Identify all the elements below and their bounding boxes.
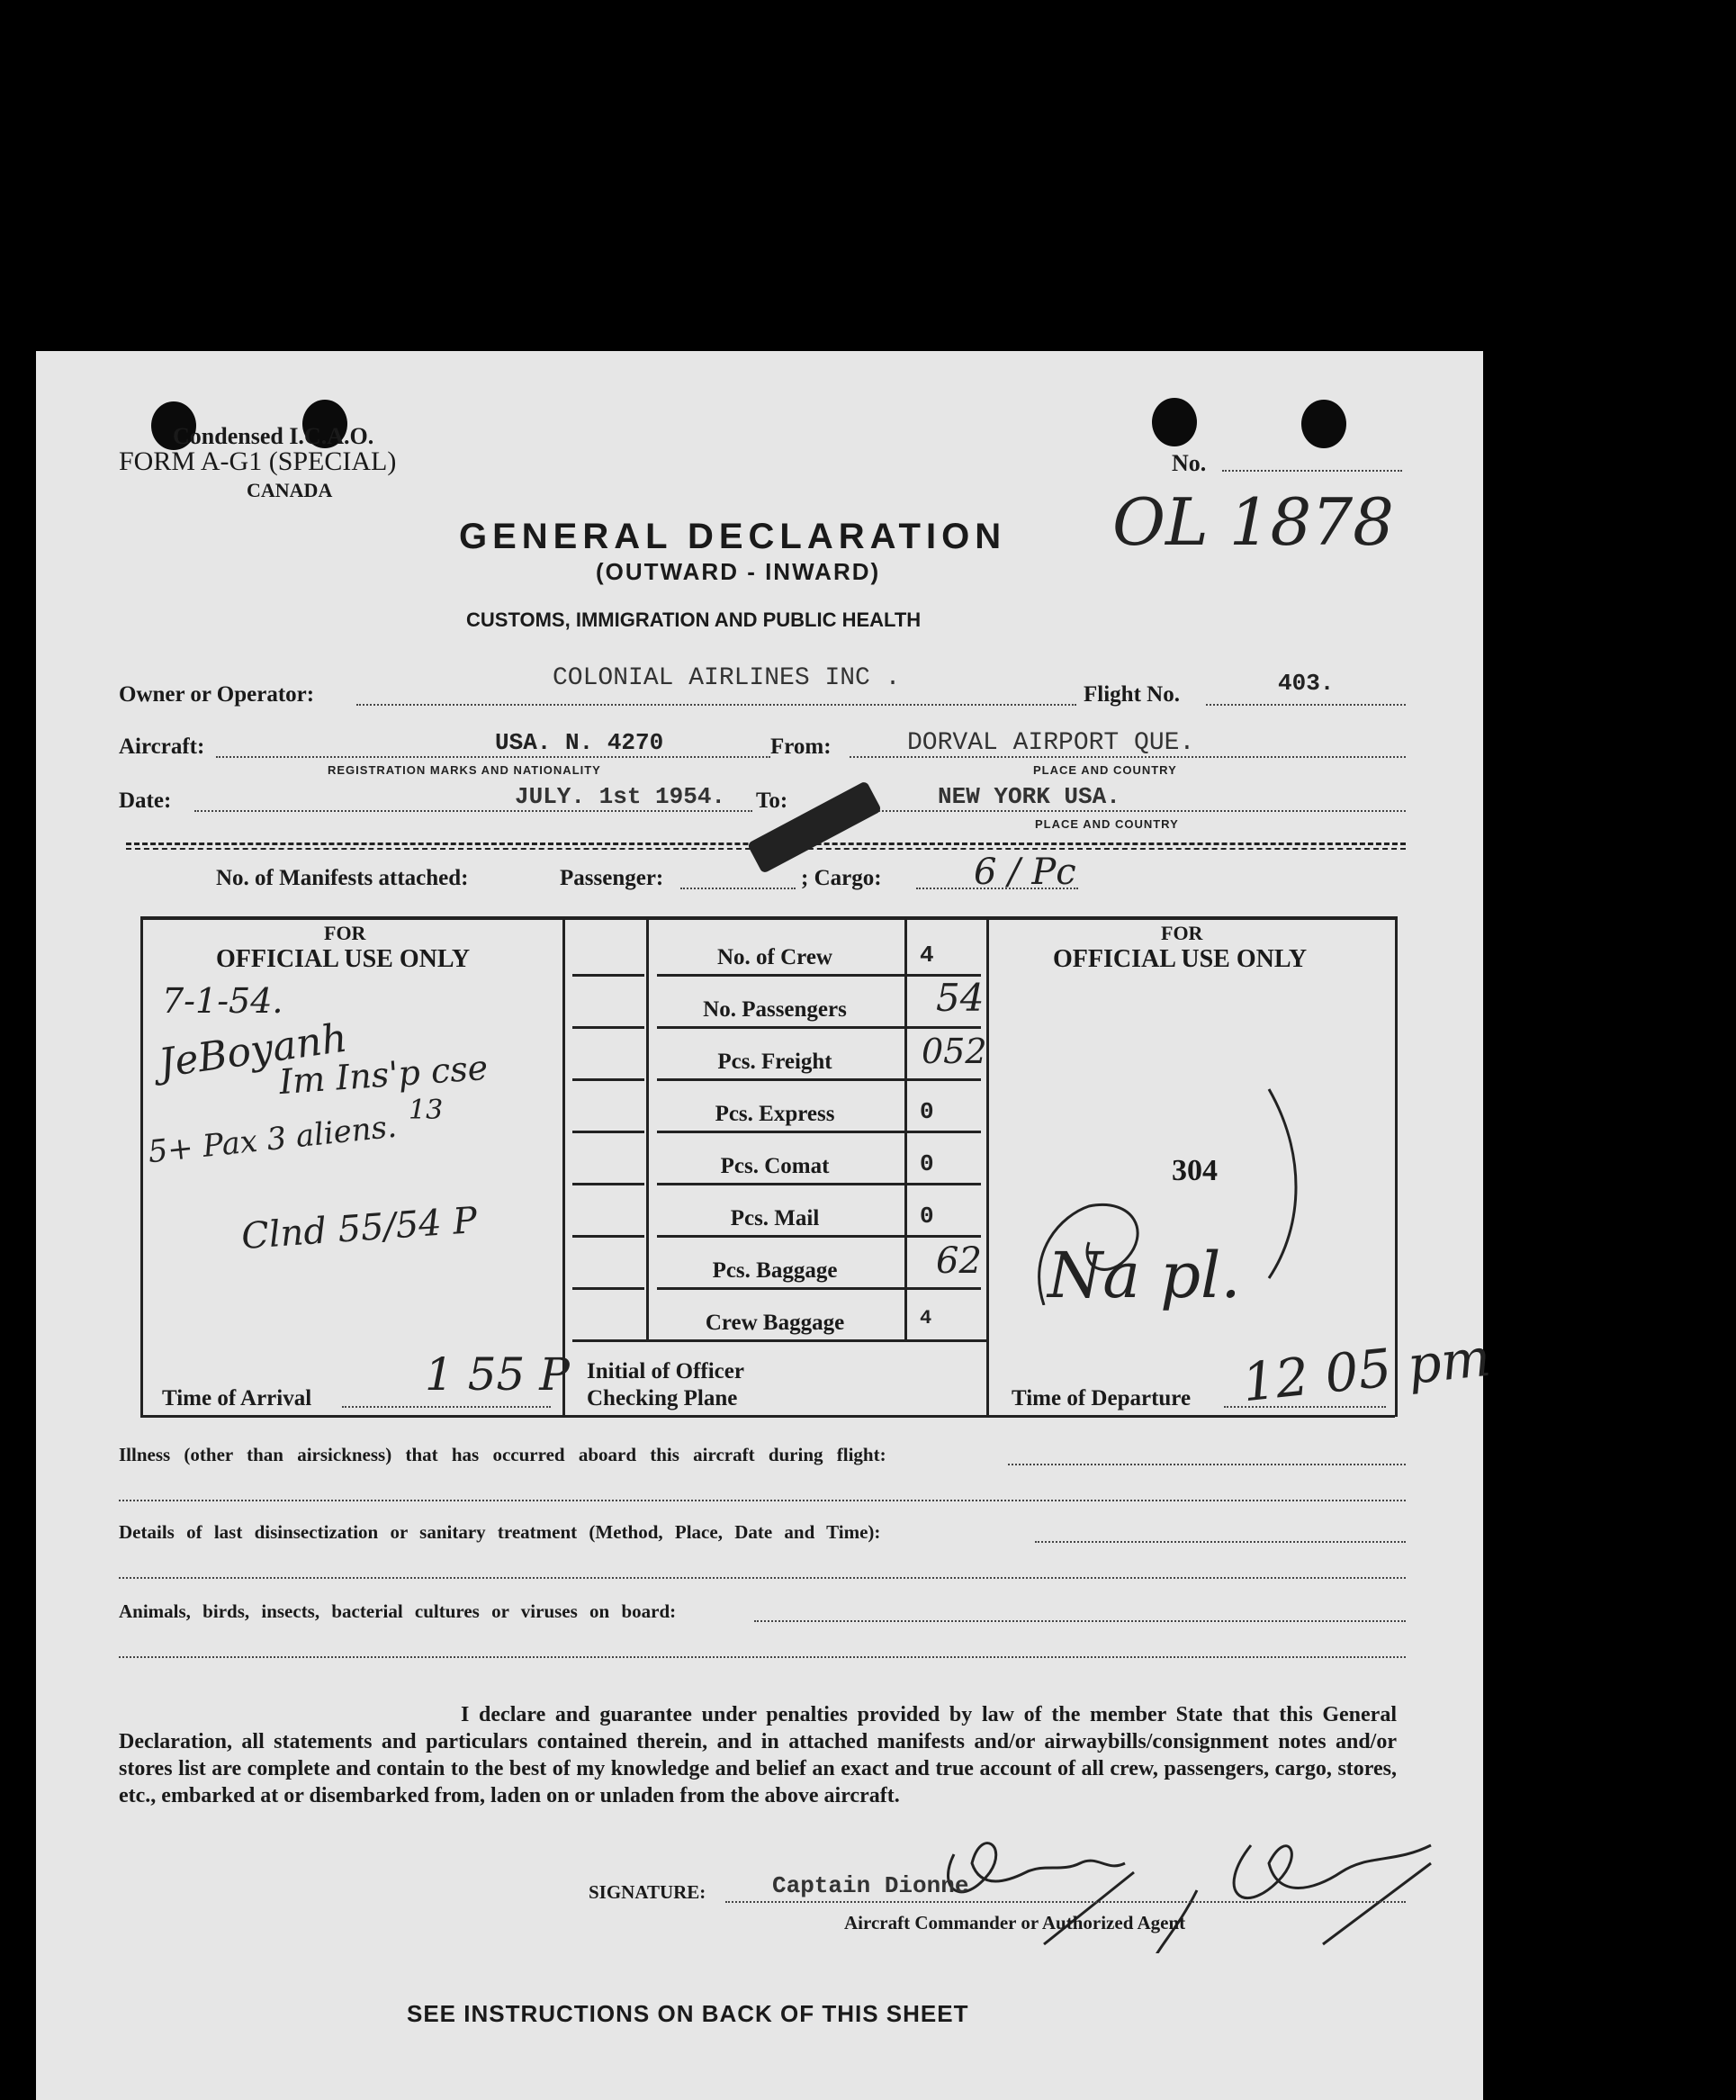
row-baggage-label: Pcs. Baggage <box>712 1258 838 1283</box>
page-title: GENERAL DECLARATION <box>459 517 1007 556</box>
initial-slot <box>572 974 644 977</box>
initial-officer-label: Initial of Officer <box>587 1359 744 1383</box>
table-divider <box>986 916 989 1417</box>
row-baggage-value: 62 <box>936 1240 982 1282</box>
table-divider <box>904 916 907 1339</box>
illness-question: Illness (other than airsickness) that has occurred aboard this aircraft during flight: <box>119 1444 886 1465</box>
footer-instructions: SEE INSTRUCTIONS ON BACK OF THIS SHEET <box>407 2000 969 2027</box>
separator-line <box>126 848 1406 850</box>
flight-label: Flight No. <box>1084 682 1180 707</box>
from-value: DORVAL AIRPORT QUE. <box>907 729 1195 757</box>
aircraft-value: USA. N. 4270 <box>495 729 664 756</box>
signature-caption: Aircraft Commander or Authorized Agent <box>844 1912 1186 1933</box>
illness-line-2 <box>119 1500 1406 1501</box>
table-row-line <box>657 1235 981 1238</box>
initial-slot <box>572 1078 644 1081</box>
aircraft-line <box>216 756 770 758</box>
aircraft-caption: REGISTRATION MARKS AND NATIONALITY <box>328 763 601 777</box>
table-row-line <box>657 1078 981 1081</box>
row-mail-value: 0 <box>920 1203 934 1230</box>
stamp-number: 304 <box>1172 1154 1218 1187</box>
time-arrival-line <box>342 1406 551 1408</box>
table-row-line <box>657 1131 981 1133</box>
owner-line <box>356 704 1076 706</box>
note-inspection: Im Ins'p cse <box>277 1047 490 1103</box>
initial-separator <box>572 1339 986 1342</box>
time-departure-value: 12 05 pm <box>1239 1326 1494 1414</box>
row-crew-baggage-value: 4 <box>920 1307 932 1329</box>
checking-plane-label: Checking Plane <box>587 1386 738 1411</box>
handwritten-number: OL 1878 <box>1112 484 1394 560</box>
separator-line <box>126 843 1406 845</box>
illness-line <box>1008 1464 1406 1465</box>
signature-value: Captain Dionne <box>772 1872 969 1899</box>
time-arrival-value: 1 55 P <box>425 1348 570 1401</box>
note-passengers: 5+ Pax 3 aliens. <box>146 1108 399 1171</box>
form-sheet <box>36 351 1494 2100</box>
departure-initial: Na pl. <box>1048 1239 1241 1312</box>
table-row-line <box>657 974 981 977</box>
table-row-line <box>657 1183 981 1185</box>
to-value: NEW YORK USA. <box>938 783 1120 810</box>
initial-slot <box>572 1287 644 1290</box>
disinsect-line <box>1035 1541 1406 1543</box>
manifests-label: No. of Manifests attached: <box>216 866 469 890</box>
note-officer: JeBoyanh <box>156 1014 350 1087</box>
punch-hole <box>1152 398 1197 446</box>
aircraft-label: Aircraft: <box>119 735 205 759</box>
row-freight-label: Pcs. Freight <box>717 1050 832 1074</box>
owner-label: Owner or Operator: <box>119 682 315 707</box>
right-official-heading: OFFICIAL USE ONLY <box>1053 945 1308 973</box>
disinsect-line-2 <box>119 1577 1406 1579</box>
time-arrival-label: Time of Arrival <box>162 1386 312 1411</box>
to-caption: PLACE AND COUNTRY <box>1035 817 1179 831</box>
no-label: No. <box>1172 450 1207 476</box>
signature-label: SIGNATURE: <box>589 1881 706 1903</box>
to-line <box>810 810 1406 812</box>
animals-line <box>754 1620 1406 1622</box>
table-bottom-border <box>140 1415 1395 1418</box>
no-line <box>1222 470 1402 472</box>
table-row-line <box>657 1287 981 1290</box>
row-passengers-value: 54 <box>936 976 985 1020</box>
initial-slot <box>572 1235 644 1238</box>
from-label: From: <box>770 735 832 759</box>
disinsect-question: Details of last disinsectization or sanitary treatment (Method, Place, Date and Time): <box>119 1521 881 1543</box>
declaration-text: I declare and guarantee under penalties provided by law of the member State that this General Declaration, all statements and particulars contained therein, and in attached manifests and/or airwaybills/consignment notes and/or stores list are complete and contain to the best of my knowledge and belief an exact and true account of all crew, passengers, cargo, stores, etc., embarked at or disembarked from, laden on or unladen from the above aircraft. <box>119 1703 1397 1807</box>
date-line <box>194 810 752 812</box>
note-cleared: Clnd 55/54 P <box>239 1199 479 1258</box>
left-official-for: FOR <box>324 922 366 944</box>
flight-value: 403. <box>1278 670 1335 697</box>
initial-slot <box>572 1183 644 1185</box>
date-value: JULY. 1st 1954. <box>515 783 726 810</box>
row-crew-label: No. of Crew <box>717 945 832 969</box>
animals-question: Animals, birds, insects, bacterial cultures or viruses on board: <box>119 1600 677 1622</box>
table-row-line <box>657 1026 981 1029</box>
table-top-border <box>140 916 1395 920</box>
table-left-border <box>140 916 143 1417</box>
row-comat-label: Pcs. Comat <box>720 1154 830 1178</box>
right-official-for: FOR <box>1161 922 1203 944</box>
page-subtitle: (OUTWARD - INWARD) <box>596 558 881 585</box>
initial-slot <box>572 1026 644 1029</box>
row-comat-value: 0 <box>920 1150 934 1177</box>
animals-line-2 <box>119 1656 1406 1658</box>
table-divider <box>646 916 649 1339</box>
to-label: To: <box>756 789 788 813</box>
from-caption: PLACE AND COUNTRY <box>1033 763 1177 777</box>
left-official-heading: OFFICIAL USE ONLY <box>216 945 471 973</box>
country: CANADA <box>247 479 333 501</box>
date-label: Date: <box>119 789 172 813</box>
row-passengers-label: No. Passengers <box>703 997 847 1022</box>
owner-value: COLONIAL AIRLINES INC . <box>553 664 901 692</box>
row-crew-baggage-label: Crew Baggage <box>705 1311 845 1335</box>
row-crew-value: 4 <box>920 942 934 969</box>
signature-line <box>725 1901 1406 1903</box>
time-departure-label: Time of Departure <box>1012 1386 1192 1411</box>
table-divider <box>562 916 565 1417</box>
cargo-value: 6 / Pc <box>974 852 1076 893</box>
condensed-icao: Condensed I.C.A.O. <box>173 423 374 449</box>
flight-line <box>1206 704 1406 706</box>
punch-hole <box>1301 400 1346 448</box>
initial-slot <box>572 1131 644 1133</box>
note-date: 7-1-54. <box>162 981 283 1021</box>
row-express-value: 0 <box>920 1098 934 1125</box>
form-number: FORM A-G1 (SPECIAL) <box>119 446 397 476</box>
row-mail-label: Pcs. Mail <box>730 1206 820 1230</box>
note-count: 13 <box>409 1095 444 1126</box>
passenger-label: Passenger: <box>560 866 664 890</box>
passenger-line <box>680 888 796 889</box>
services-heading: CUSTOMS, IMMIGRATION AND PUBLIC HEALTH <box>466 608 922 631</box>
row-freight-value: 052 <box>922 1032 987 1071</box>
row-express-label: Pcs. Express <box>715 1102 835 1126</box>
cargo-label: ; Cargo: <box>801 866 882 890</box>
